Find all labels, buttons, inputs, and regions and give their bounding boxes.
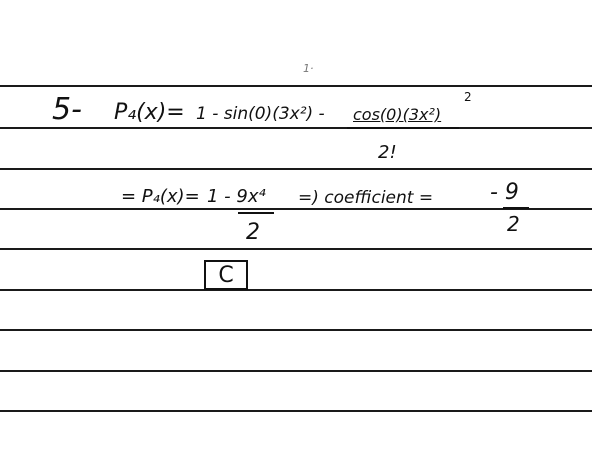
- ruled-line: [0, 289, 592, 291]
- simplified-lhs: = P₄(x)=: [121, 186, 200, 207]
- margin-mark: 1·: [303, 62, 314, 75]
- simplified-fraction-bar: [238, 212, 274, 214]
- coefficient-numerator: - 9: [490, 180, 519, 205]
- fraction-numerator: cos(0)(3x²): [353, 105, 442, 124]
- coefficient-denominator: 2: [507, 212, 520, 236]
- taylor-expression: 1 - sin(0)(3x²) -: [196, 104, 325, 124]
- ruled-line: [0, 85, 592, 87]
- ruled-line: [0, 127, 592, 129]
- ruled-line: [0, 168, 592, 170]
- fraction-denominator: 2!: [378, 142, 397, 163]
- boxed-answer: C: [204, 260, 248, 290]
- ruled-line: [0, 370, 592, 372]
- simplified-denominator: 2: [246, 220, 260, 245]
- fraction-bar: [347, 127, 459, 129]
- problem-number: 5-: [52, 92, 82, 127]
- taylor-lhs: P₄(x)=: [114, 100, 185, 125]
- coefficient-fraction-bar: [503, 207, 529, 209]
- ruled-line: [0, 329, 592, 331]
- numerator-exponent: 2: [464, 90, 472, 104]
- implies-coefficient: =) coefficient =: [298, 188, 434, 208]
- ruled-line: [0, 248, 592, 250]
- simplified-numerator: 1 - 9x⁴: [207, 186, 266, 207]
- ruled-line: [0, 410, 592, 412]
